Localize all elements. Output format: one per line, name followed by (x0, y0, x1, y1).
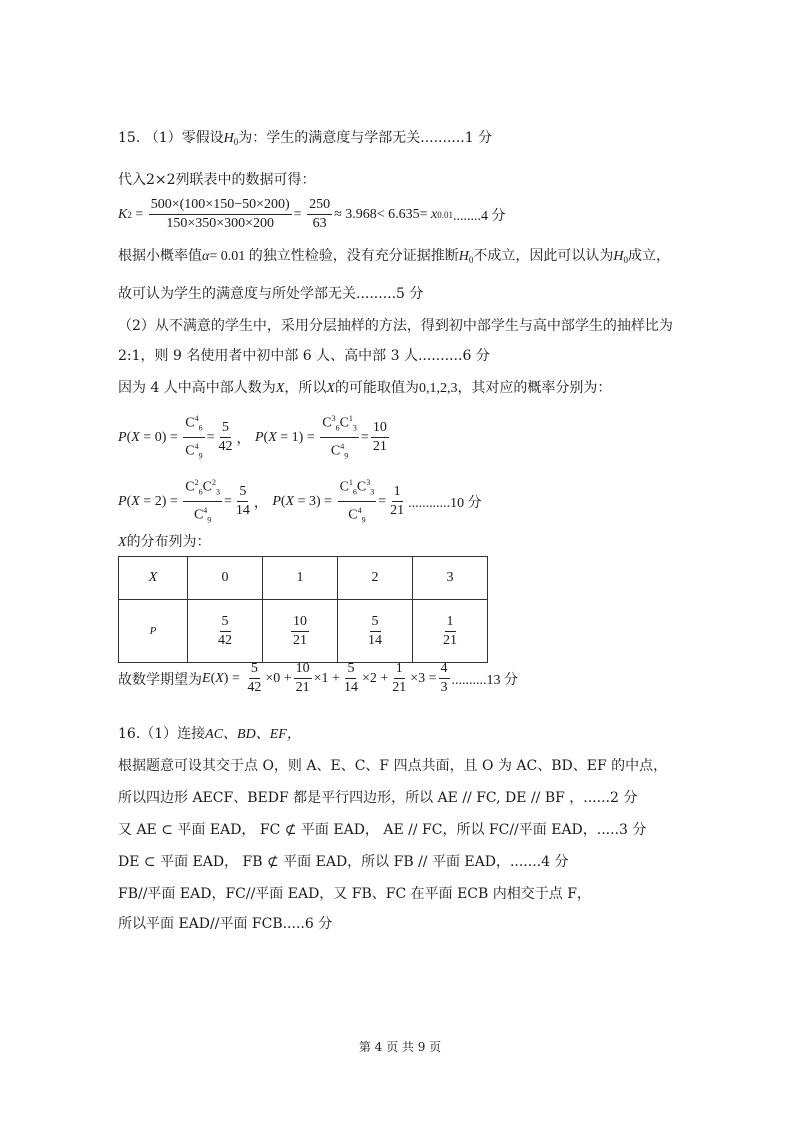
k2-formula: K 2 = $\frac{500\times(100\times 150-50\times 200)}{150\times 350\times 300\times 200}$ = $\frac{250}{63}$ ≈ 3.968< 6.635= x 0.01 ........4 分 (118, 197, 506, 231)
q15-line8: 因为 4 人中高中部人数为X，所以X的可能取值为0,1,2,3，其对应的概率分别为： (118, 380, 612, 396)
q15-null-hypothesis: 为：学生的满意度与学部无关..........1 分 (238, 130, 493, 146)
p1-fraction: $\frac{10}{21}$ (372, 420, 387, 455)
k2-fraction: $\frac{500\times(100\times 150-50\times 200)}{150\times 350\times 300\times 200}$ (150, 197, 290, 231)
k2-score: ........4 分 (453, 208, 506, 224)
expectation-line: 故数学期望为 E ( X ) = $\frac{5}{42}$ ×0 + $\frac{10}{21}$ ×1 + $\frac{5}{14}$ ×2 + $\frac{1}{21}$ ×3 = $\frac{4}{3}$ ..........13 分 (118, 661, 519, 695)
k2-compare: ≈ 3.968< 6.635= (334, 206, 428, 222)
p2-fraction: $\frac{5}{14}$ (235, 484, 250, 519)
page-footer: 第 4 页 共 9 页 (358, 1040, 442, 1054)
q16-line4: 又 AE ⊂ 平面 EAD， FC ⊄ 平面 EAD， AE // FC，所以 FC//平面 EAD，.....3 分 (118, 822, 647, 838)
p3-fraction: $\frac{1}{21}$ (390, 484, 405, 519)
q16-line7: 所以平面 EAD//平面 FCB.....6 分 (118, 916, 333, 932)
q16-line3: 所以四边形 AECF、BEDF 都是平行四边形，所以 AE // FC, DE // BF ，......2 分 (118, 790, 638, 806)
prob-row-2: P ( X = 2 ) = $\frac{C^2_6C^2_3}{C^4_9}$ = $\frac{5}{14}$ ， P ( X = 3 ) = $\frac{C^1_6C^3_3}{C^4_9}$ = $\frac{1}{21}$ ............10 分 (118, 474, 482, 530)
p0-fraction: $\frac{5}{42}$ (218, 420, 233, 455)
q16-line2: 根据题意可设其交于点 O，则 A、E、C、F 四点共面，且 O 为 AC、BD、EF 的中点， (118, 758, 668, 774)
prob-row-1: P ( X = 0 ) = $\frac{C^4_6}{C^4_9}$ = $\frac{5}{42}$ ， P ( X = 1 ) = $\frac{C^3_6C^1_3}{C^4_9}$ = $\frac{10}{21}$ (118, 410, 391, 466)
table-row: X 0 1 2 3 (119, 557, 488, 600)
distribution-table (118, 556, 488, 663)
expectation-score: ..........13 分 (451, 672, 519, 688)
q15-line4: 根据小概率值α= 0.01 的独立性检验，没有充分证据推断$H_0$不成立，因此可以认为$H_0$成立， (118, 248, 671, 265)
q15-line2: 代入2×2列联表中的数据可得： (118, 172, 316, 188)
q16-line6: FB//平面 EAD，FC//平面 EAD，又 FB、FC 在平面 ECB 内相交于点 F， (118, 886, 591, 902)
q15-line5: 故可认为学生的满意度与所处学部无关.........5 分 (118, 286, 424, 302)
q15-line1: 15. （1）零假设$H_0$为：学生的满意度与学部无关..........1 分 (118, 130, 493, 147)
q16-line5: DE ⊂ 平面 EAD， FB ⊄ 平面 EAD，所以 FB // 平面 EAD，.......4 分 (118, 854, 569, 870)
dist-title: X的分布列为： (118, 534, 211, 550)
p3-score: ............10 分 (408, 495, 482, 511)
k2-result-fraction: $\frac{250}{63}$ (309, 197, 331, 231)
q15-line6: （2）从不满意的学生中，采用分层抽样的方法，得到初中部学生与高中部学生的抽样比为 (118, 318, 673, 334)
q15-line7: 2:1，则 9 名使用者中初中部 6 人、高中部 3 人..........6 分 (118, 348, 490, 364)
table-row: P $\frac{5}{42}$ $\frac{10}{21}$ $\frac{5}{14}$ $\frac{1}{21}$ (119, 600, 488, 663)
q16-line1: 16.（1）连接AC、BD、EF， (118, 726, 301, 742)
q15-part1-label: 15. （1）零假设 (118, 130, 224, 146)
